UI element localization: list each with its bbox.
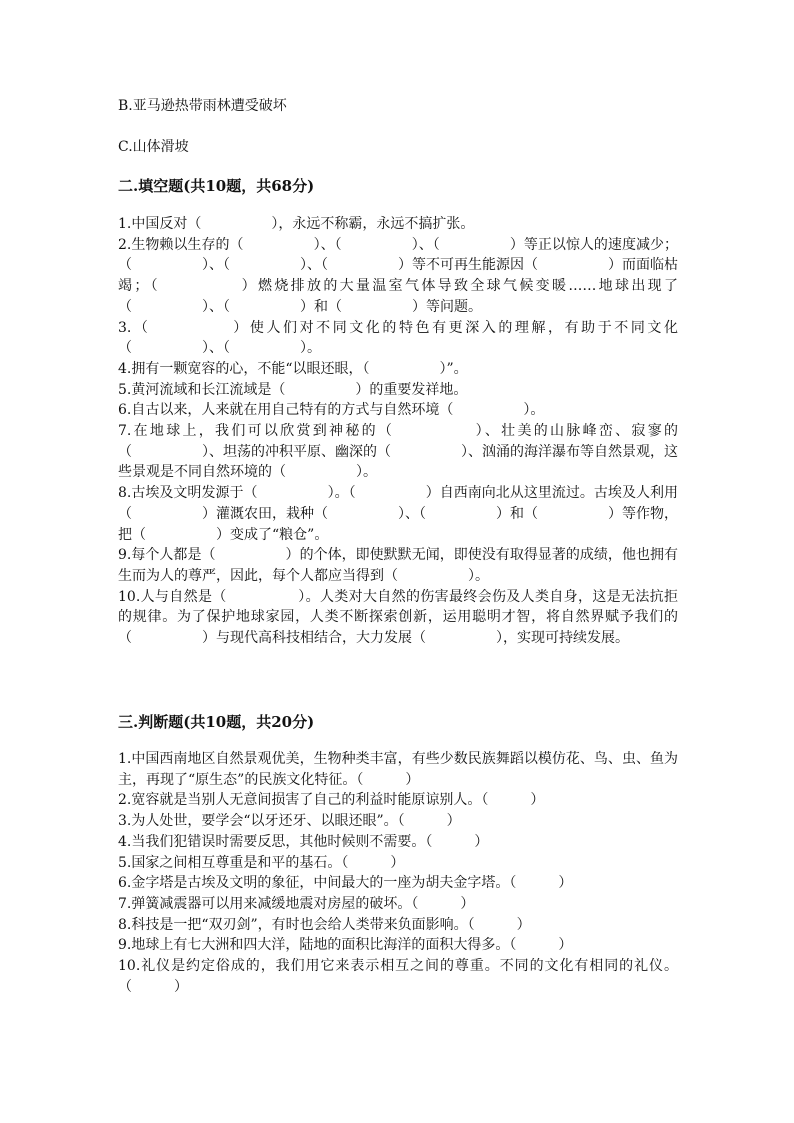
fill-question-2: 2.生物赖以生存的（ ）、（ ）、（ ）等正以惊人的速度减少；（ ）、（ ）、（ ）等不可再生能源因（ ）而面临枯竭；（ ）燃烧排放的大量温室气体导致全球气候变暖……地球出现了（ ）、（ ）和（ ）等问题。 <box>118 236 678 315</box>
fill-question-4: 4.拥有一颗宽容的心，不能“以眼还眼，（ ）”。 <box>118 360 468 377</box>
judge-question-8: 8.科技是一把“双刃剑”，有时也会给人类带来负面影响。（ ） <box>118 916 531 933</box>
fill-question-8: 8.古埃及文明发源于（ ）。（ ）自西南向北从这里流过。古埃及人利用（ ）灌溉农田，栽种（ ）、（ ）和（ ）等作物，把（ ）变成了“粮仓”。 <box>118 485 678 543</box>
judge-question-10: 10.礼仪是约定俗成的，我们用它来表示相互之间的尊重。不同的文化有相同的礼仪。（ ） <box>118 958 678 995</box>
judge-question-2: 2.宽容就是当别人无意间损害了自己的利益时能原谅别人。（ ） <box>118 792 545 809</box>
judge-question-4: 4.当我们犯错误时需要反思，其他时候则不需要。（ ） <box>118 833 489 850</box>
fill-question-9: 9.每个人都是（ ）的个体，即使默默无闻，即使没有取得显著的成绩，他也拥有生而为人的尊严，因此，每个人都应当得到（ ）。 <box>118 547 678 584</box>
judge-question-7: 7.弹簧减震器可以用来减缓地震对房屋的破坏。（ ） <box>118 895 475 912</box>
judgement-section-title: 三.判断题(共10题，共20分) <box>118 713 315 731</box>
option-c: C.山体滑坡 <box>118 139 189 155</box>
fill-in-section-title: 二.填空题(共10题，共68分) <box>118 177 315 195</box>
fill-question-5: 5.黄河流域和长江流域是（ ）的重要发祥地。 <box>118 381 468 398</box>
fill-in-question-list <box>118 214 678 649</box>
judge-question-5: 5.国家之间相互尊重是和平的基石。（ ） <box>118 854 405 871</box>
judge-question-1: 1.中国西南地区自然景观优美，生物种类丰富，有些少数民族舞蹈以模仿花、鸟、虫、鱼为主，再现了“原生态”的民族文化特征。（ ） <box>118 751 678 788</box>
fill-question-10: 10.人与自然是（ ）。人类对大自然的伤害最终会伤及人类自身，这是无法抗拒的规律。为了保护地球家园，人类不断探索创新，运用聪明才智，将自然界赋予我们的（ ）与现代高科技相结合，大力发展（ ），实现可持续发展。 <box>118 588 678 647</box>
judge-question-9: 9.地球上有七大洲和四大洋，陆地的面积比海洋的面积大得多。（ ） <box>118 937 573 954</box>
fill-question-3: 3.（ ）使人们对不同文化的特色有更深入的理解，有助于不同文化（ ）、（ ）。 <box>118 319 678 357</box>
option-b: B.亚马逊热带雨林遭受破坏 <box>118 98 287 114</box>
fill-question-6: 6.自古以来，人来就在用自己特有的方式与自然环境（ ）。 <box>118 402 545 419</box>
judge-question-3: 3.为人处世，要学会“以牙还牙、以眼还眼”。（ ） <box>118 813 461 830</box>
judgement-question-list <box>118 749 678 997</box>
judge-question-6: 6.金字塔是古埃及文明的象征，中间最大的一座为胡夫金字塔。（ ） <box>118 875 573 892</box>
fill-question-7: 7.在地球上，我们可以欣赏到神秘的（ ）、壮美的山脉峰峦、寂寥的（ ）、坦荡的冲积平原、幽深的（ ）、汹涌的海洋瀑布等自然景观，这些景观是不同自然环境的（ ）。 <box>118 423 678 481</box>
fill-question-1: 1.中国反对（ ），永远不称霸，永远不搞扩张。 <box>118 216 475 232</box>
